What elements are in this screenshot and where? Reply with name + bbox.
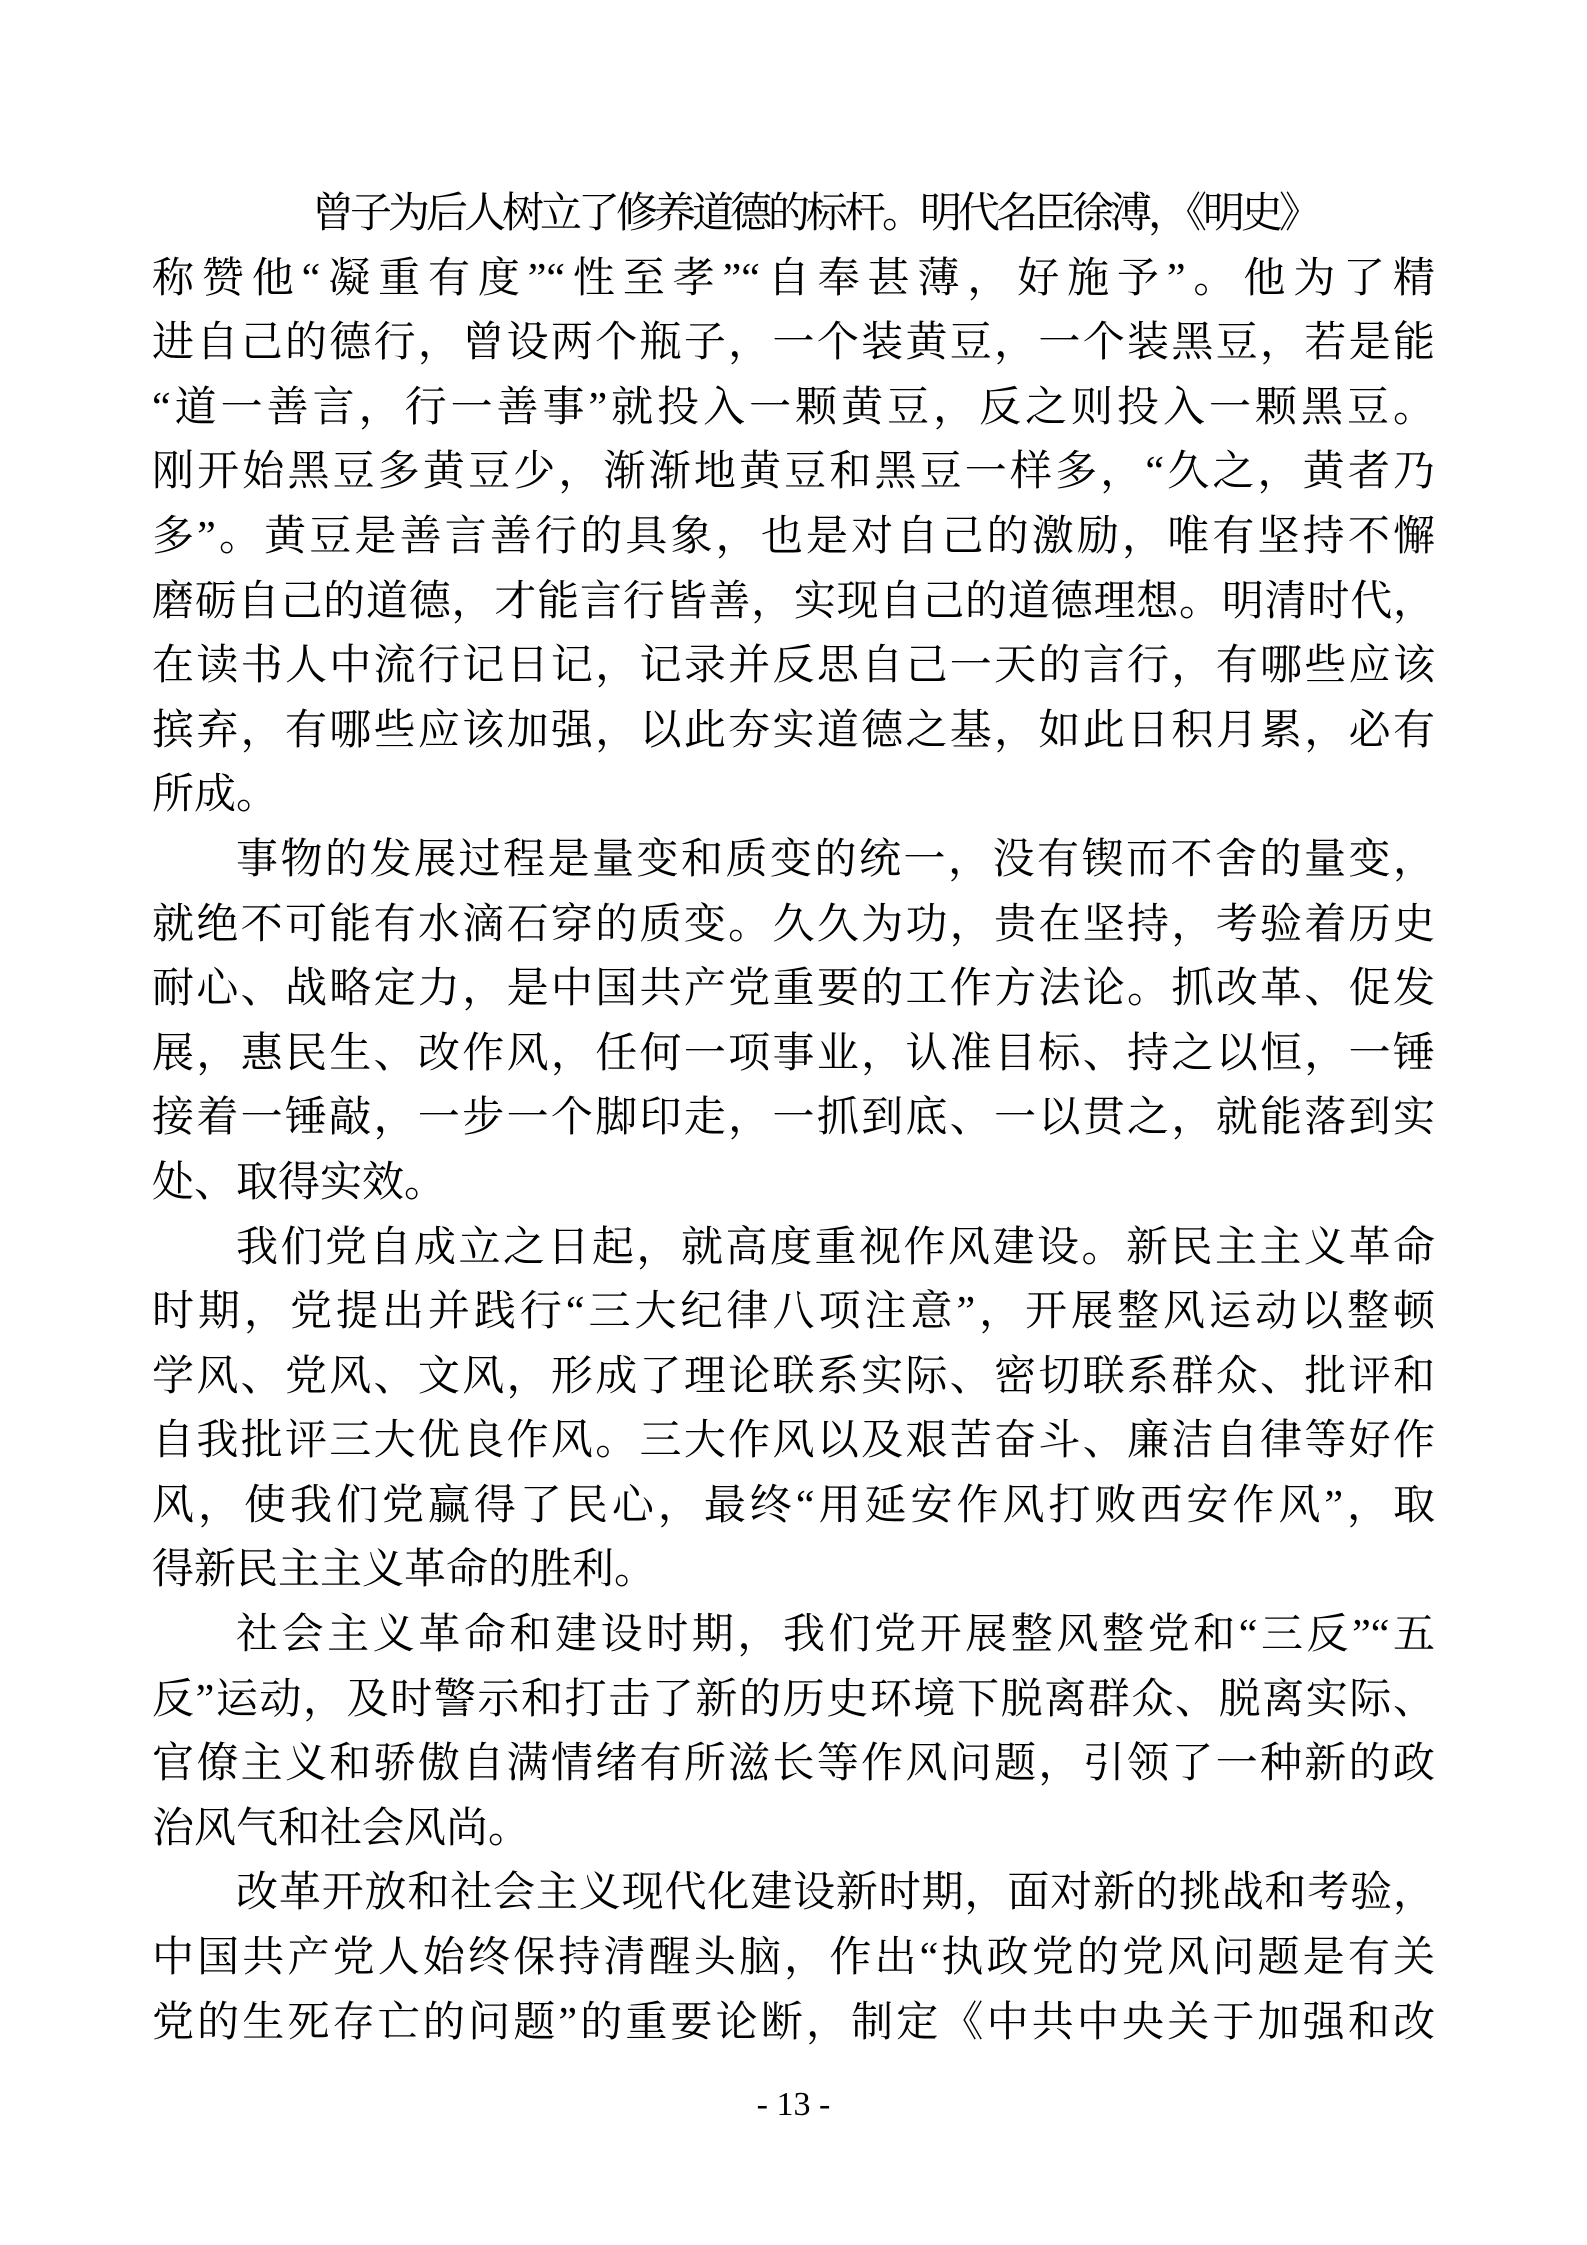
paragraph bbox=[152, 1861, 1435, 2055]
text-line: 就绝不可能有水滴石穿的质变。久久为功，贵在坚持，考验着历史 bbox=[152, 901, 1435, 948]
text-line: 治风气和社会风尚。 bbox=[152, 1805, 531, 1852]
text-line: 刚开始黑豆多黄豆少，渐渐地黄豆和黑豆一样多，“久之，黄者乃 bbox=[152, 449, 1435, 496]
text-block bbox=[152, 182, 1435, 2055]
paragraph bbox=[152, 1603, 1435, 1861]
text-line: 耐心、战略定力，是中国共产党重要的工作方法论。抓改革、促发 bbox=[152, 966, 1435, 1013]
text-line: 曾子为后人树立了修养道德的标杆。明代名臣徐溥，《明史》 bbox=[312, 191, 1318, 237]
text-line: 我们党自成立之日起，就高度重视作风建设。新民主主义革命 bbox=[236, 1224, 1435, 1271]
text-line: 展，惠民生、改作风，任何一项事业，认准目标、持之以恒，一锤 bbox=[152, 1030, 1435, 1077]
page-number: - 13 - bbox=[756, 2086, 831, 2123]
paragraph bbox=[152, 828, 1435, 1216]
paragraph bbox=[152, 182, 1435, 828]
paragraph bbox=[152, 1216, 1435, 1604]
text-line: 处、取得实效。 bbox=[152, 1159, 447, 1206]
text-line: 时期，党提出并践行“三大纪律八项注意”，开展整风运动以整顿 bbox=[152, 1289, 1435, 1336]
text-line: 改革开放和社会主义现代化建设新时期，面对新的挑战和考验， bbox=[236, 1870, 1435, 1917]
text-line: 学风、党风、文风，形成了理论联系实际、密切联系群众、批评和 bbox=[152, 1353, 1435, 1400]
text-line: 风，使我们党赢得了民心，最终“用延安作风打败西安作风”，取 bbox=[152, 1482, 1435, 1529]
text-line: 所成。 bbox=[152, 772, 279, 819]
text-line: 社会主义革命和建设时期，我们党开展整风整党和“三反”“五 bbox=[236, 1612, 1435, 1659]
text-line: 中国共产党人始终保持清醒头脑，作出“执政党的党风问题是有关 bbox=[152, 1935, 1435, 1982]
text-line: 多”。黄豆是善言善行的具象，也是对自己的激励，唯有坚持不懈 bbox=[152, 513, 1435, 560]
text-line: 得新民主主义革命的胜利。 bbox=[152, 1547, 657, 1594]
text-line: 在读书人中流行记日记，记录并反思自己一天的言行，有哪些应该 bbox=[152, 643, 1435, 690]
text-line: 官僚主义和骄傲自满情绪有所滋长等作风问题，引领了一种新的政 bbox=[152, 1741, 1435, 1788]
text-line: “道一善言，行一善事”就投入一颗黄豆，反之则投入一颗黑豆。 bbox=[152, 384, 1435, 431]
text-line: 反”运动，及时警示和打击了新的历史环境下脱离群众、脱离实际、 bbox=[152, 1676, 1435, 1723]
text-line: 磨砺自己的道德，才能言行皆善，实现自己的道德理想。明清时代， bbox=[152, 578, 1435, 625]
text-line: 进自己的德行，曾设两个瓶子，一个装黄豆，一个装黑豆，若是能 bbox=[152, 320, 1435, 367]
text-line: 事物的发展过程是量变和质变的统一，没有锲而不舍的量变， bbox=[236, 836, 1435, 883]
text-line: 自我批评三大优良作风。三大作风以及艰苦奋斗、廉洁自律等好作 bbox=[152, 1418, 1435, 1465]
text-line: 接着一锤敲，一步一个脚印走，一抓到底、一以贯之，就能落到实 bbox=[152, 1095, 1435, 1142]
text-line: 党的生死存亡的问题”的重要论断，制定《中共中央关于加强和改 bbox=[152, 1999, 1435, 2046]
text-line: 摈弃，有哪些应该加强，以此夯实道德之基，如此日积月累，必有 bbox=[152, 707, 1435, 754]
text-line: 称赞他“凝重有度”“性至孝”“自奉甚薄，好施予”。他为了精 bbox=[152, 255, 1435, 302]
